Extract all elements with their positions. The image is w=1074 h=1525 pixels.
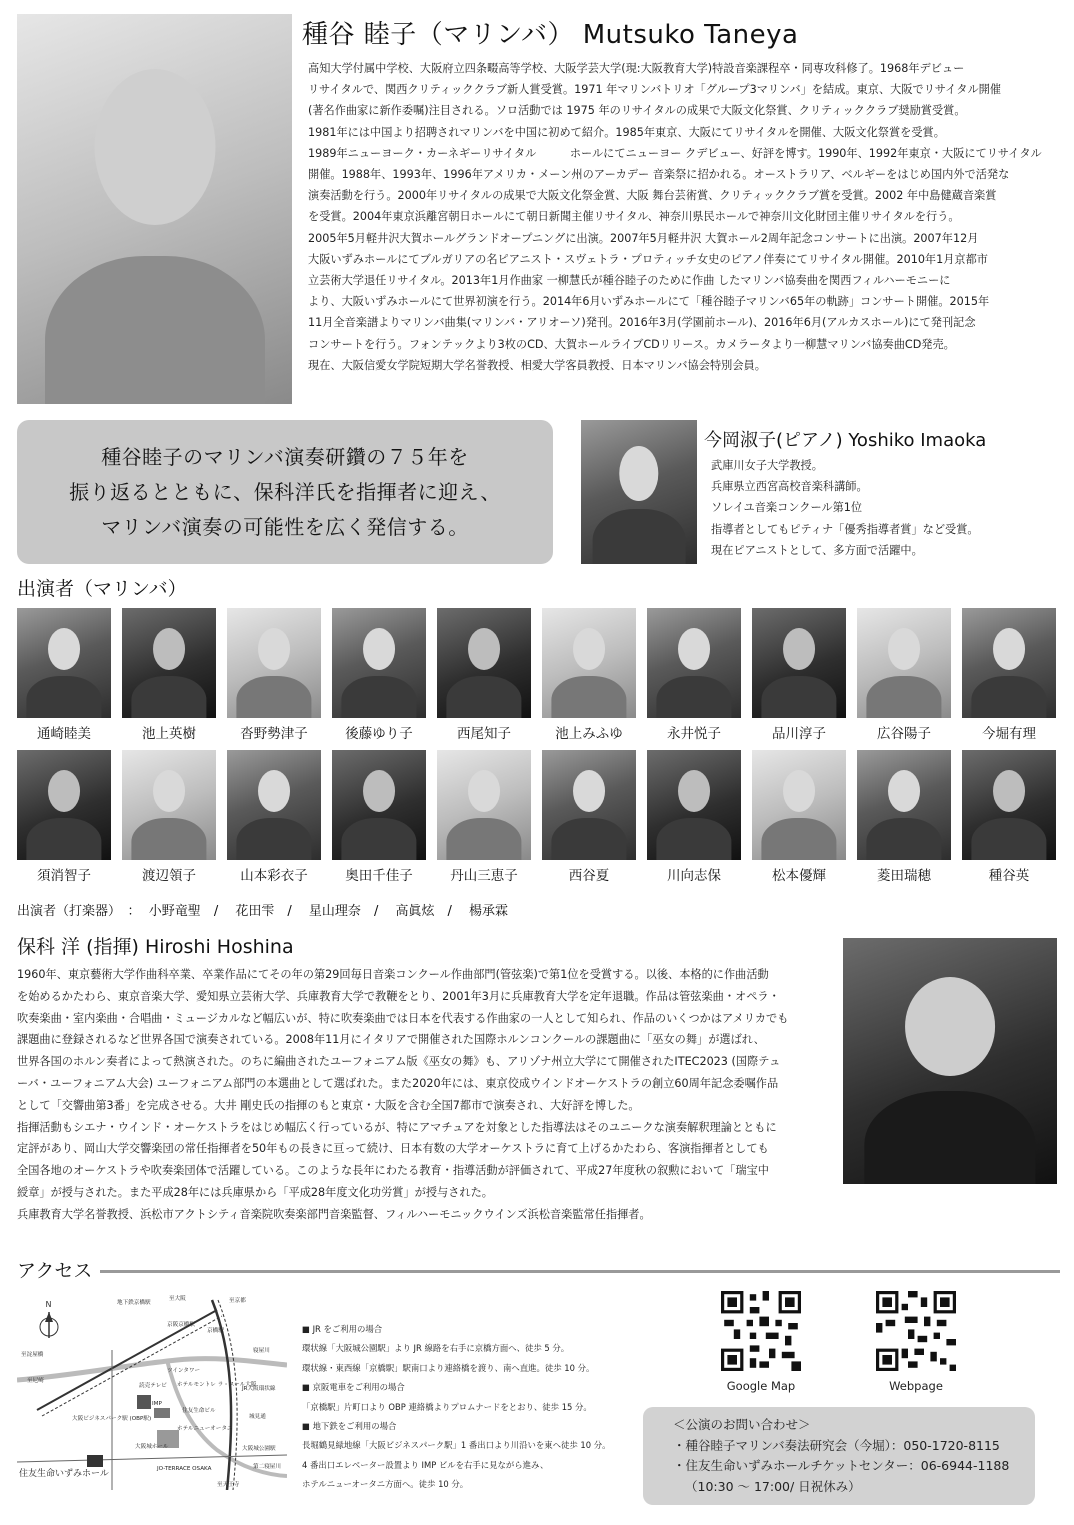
conductor-portrait (843, 938, 1057, 1184)
performer-card (122, 608, 216, 742)
svg-text:寝屋川: 寝屋川 (253, 1348, 270, 1354)
performer-photo (17, 750, 111, 860)
performer-photo (752, 750, 846, 860)
performer-photo (542, 608, 636, 718)
performer-photo (227, 750, 321, 860)
conductor-bio: 1960年、東京藝術大学作曲科卒業、卒業作品にてその年の第29回毎日音楽コンクール作曲部門(管弦楽)で第1位を受賞する。以後、本格的に作曲活動 を始めるかたわら、東京音楽大学、愛知県立芸術大学、兵庫教育大学で教鞭をとり、2001年3月に兵庫教育大学を定年退職。作品は管弦楽曲・オペラ・ 吹奏楽曲・室内楽曲・合唱曲・ミュージカルなど幅広いが、特に吹奏楽曲では日本を代表する作曲家の一人として知られ、作品のいくつかはアメリカでも 課題曲に登録されるなど世界各国で演奏されている。2008年11月にイタリアで開催された国際ホルンコンクールの課題曲に「巫女の舞」が選ばれ、 世界各国のホルン奏者によって熱演された。のちに編曲されたユーフォニアム版《巫女の舞》も、アリゾナ州立大学にて開催されたITEC2023 (国際テュ ーバ・ユーフォニアム大会) ユーフォニアム部門の本選曲として選ばれた。また2020年には、東京佼成ウインドオーケストラの創立60周年記念委嘱作品 として「交響曲第3番」を完成させる。大井 剛史氏の指揮のもと東京・大阪を含む全国7都市で演奏され、大好評を博した。 指揮活動もシエナ・ウインド・オーケストラをはじめ幅広く行っているが、特にアマチュアを対象とした指導法はそのユニークな演奏解釈理論とともに 定評があり、岡山大学交響楽団の常任指揮者を50年もの長きに亘って続け、日本有数の大学オーケストラに育て上げるかたわら、客演指揮者としても 全国各地のオーケストラや吹奏楽団体で活躍している。このような長年にわたる教育・指導活動が評価されて、平成27年度秋の叙勲において「瑞宝中 綬章」が授与された。また平成28年には兵庫県から「平成28年度文化功労賞」が授与された。 兵庫教育大学名誉教授、浜松市アクトシティ音楽院吹奏楽部門音楽監督、フィルハーモニックウインズ浜松音楽監常任指揮者。 (17, 968, 789, 1221)
performer-photo (647, 608, 741, 718)
svg-text:至天王寺: 至天王寺 (217, 1482, 240, 1488)
contact-line: ・住友生命いずみホールチケットセンター：06-6944-1188 (673, 1458, 1010, 1473)
performer-photo (647, 750, 741, 860)
svg-text:大阪城公園駅: 大阪城公園駅 (242, 1446, 276, 1452)
performer-name: 西谷夏 (568, 868, 610, 884)
svg-text:城見通: 城見通 (249, 1414, 266, 1420)
performer-card (437, 608, 531, 742)
contact-line: ・種谷睦子マリンバ奏法研究会（今堀）：050-1720-8115 (673, 1437, 1000, 1453)
performer-photo (962, 750, 1056, 860)
performer-name: 通崎睦美 (37, 726, 91, 742)
svg-text:N: N (45, 1300, 52, 1309)
performer-card (962, 608, 1056, 742)
svg-text:地下鉄京橋駅: 地下鉄京橋駅 (117, 1300, 151, 1306)
performer-name: 丹山三恵子 (450, 868, 518, 884)
performer-photo (752, 608, 846, 718)
svg-text:京阪京橋駅: 京阪京橋駅 (167, 1322, 195, 1328)
performer-card (542, 608, 636, 742)
performer-card (227, 750, 321, 884)
svg-text:第二寝屋川: 第二寝屋川 (253, 1464, 281, 1470)
svg-text:読売テレビ: 読売テレビ (139, 1383, 167, 1389)
access-divider (100, 1270, 1060, 1273)
performer-name: 池上英樹 (142, 726, 196, 742)
svg-text:JR大阪環状線: JR大阪環状線 (242, 1386, 276, 1392)
access-map (17, 1290, 287, 1490)
percussion-line: 出演者（打楽器） ： 小野竜聖 / 花田雫 / 星山理奈 / 高眞炫 / 楊承霖 (17, 904, 509, 919)
pianist-portrait (581, 420, 697, 564)
tagline-line: マリンバ演奏の可能性を広く発信する。 (101, 514, 469, 539)
performer-card (857, 608, 951, 742)
performer-name: 池上みふゆ (555, 726, 623, 742)
performer-name: 渡辺領子 (142, 868, 196, 884)
performer-photo (122, 750, 216, 860)
performer-name: 山本彩衣子 (240, 868, 308, 884)
performer-name: 今堀有理 (982, 726, 1036, 742)
svg-text:至大阪: 至大阪 (169, 1296, 186, 1302)
performer-photo (542, 750, 636, 860)
svg-text:住友生命ビル: 住友生命ビル (182, 1408, 216, 1414)
performer-card (332, 608, 426, 742)
performer-card (227, 608, 321, 742)
webpage-qr-icon[interactable] (876, 1291, 956, 1371)
google-map-label: Google Map (726, 1379, 796, 1393)
performer-card (17, 608, 111, 742)
tagline-line: 種谷睦子のマリンバ演奏研鑽の７５年を (101, 444, 469, 469)
performers-title: 出演者（マリンバ） (17, 578, 187, 600)
webpage-label: Webpage (889, 1379, 943, 1393)
performer-name: 奥田千佳子 (345, 868, 413, 884)
performer-name: 松本優輝 (772, 868, 826, 884)
contact-hours: （10:30 ～ 17:00/ 日祝休み） (685, 1478, 861, 1494)
performer-name: 品川淳子 (772, 726, 826, 742)
contact-box (643, 1407, 1035, 1505)
performer-photo (962, 608, 1056, 718)
svg-text:ホテルニューオータニ: ホテルニューオータニ (177, 1426, 233, 1432)
performer-photo (122, 608, 216, 718)
performer-name: 広谷陽子 (877, 726, 931, 742)
access-routes: ■ JR をご利用の場合 環状線「大阪城公園駅」より JR 線路を右手に京橋方面へ、徒歩 5 分。 環状線・東西線「京橋駅」駅南口より連絡橋を渡り、南へ直進。徒歩 10 分。 ■ 京阪電車をご利用の場合 「京橋駅」片町口より OBP 連絡橋よりプロムナードをとおり、徒歩 15 分。 ■ 地下鉄をご利用の場合 長堀鶴見緑地線「大阪ビジネスパーク駅」1 番出口より川沿いを東へ徒歩 10 分。 4 番出口エレベーター設置より IMP ビルを右手に見ながら進み、 ホテルニューオータニ方面へ。徒歩 10 分。 (302, 1320, 610, 1495)
performer-name: 菱田瑞穂 (877, 868, 931, 884)
performer-name: 沓野勢津子 (240, 726, 308, 742)
svg-text:JO-TERRACE OSAKA: JO-TERRACE OSAKA (157, 1466, 212, 1472)
performer-name: 西尾知子 (457, 726, 511, 742)
svg-text:大阪ビジネスパーク駅 (OBP駅): 大阪ビジネスパーク駅 (OBP駅) (72, 1416, 152, 1422)
svg-text:至尼崎: 至尼崎 (27, 1378, 44, 1384)
performer-photo (332, 750, 426, 860)
svg-text:至淀屋橋: 至淀屋橋 (21, 1352, 44, 1358)
taneya-portrait (17, 14, 292, 404)
access-title: アクセス (17, 1260, 93, 1282)
performer-card (542, 750, 636, 884)
performer-card (647, 608, 741, 742)
performer-name: 須消智子 (37, 868, 91, 884)
performer-card (752, 750, 846, 884)
performer-name: 川向志保 (667, 868, 721, 884)
north-arrow-icon (40, 1300, 58, 1338)
svg-text:ツインタワー: ツインタワー (167, 1368, 201, 1374)
performer-name: 後藤ゆり子 (345, 726, 413, 742)
svg-text:京橋駅: 京橋駅 (207, 1328, 224, 1334)
tagline-box (17, 420, 553, 564)
performer-card (752, 608, 846, 742)
performer-card (332, 750, 426, 884)
svg-text:大阪城ホール: 大阪城ホール (135, 1444, 169, 1450)
tagline-line: 振り返るとともに、保科洋氏を指揮者に迎え、 (69, 479, 501, 504)
conductor-name: 保科 洋 (指揮) Hiroshi Hoshina (17, 936, 294, 958)
main-artist-bio: 高知大学付属中学校、大阪府立四条畷高等学校、大阪学芸大学(現:大阪教育大学)特設音楽課程卒・同専攻科修了。1968年デビュー リサイタルで、関西クリティッククラブ新人賞受賞。1971 年マリンバトリオ「グループ3マリンバ」を結成。東京、大阪でリサイタル開催 (著名作曲家に新作委嘱)注目される。ソロ活動では 1975 年のリサイタルの成果で大阪文化祭賞、クリティッククラブ奨励賞受賞。 1981年には中国より招聘されマリンバを中国に初めて紹介。1985年東京、大阪にてリサイタルを開催、大阪文化祭賞を受賞。 1989年ニューヨーク・カーネギーリサイタル ホールにてニューヨー クデビュー、好評を博す。1990年、1992年東京・大阪にてリサイタル 開催。1988年、1993年、1996年アメリカ・メーン州のアーカデー 音楽祭に招かれる。オーストラリア、ベルギーをはじめ国内外で活発な 演奏活動を行う。2000年リサイタルの成果で大阪文化祭金賞、大阪 舞台芸術賞、クリティッククラブ賞を受賞。2002 年中島健蔵音楽賞 を受賞。2004年東京浜離宮朝日ホールにて朝日新聞主催リサイタル、神奈川県民ホールで神奈川文化財団主催リサイタルを行う。 2005年5月軽井沢大賀ホールグランドオープニングに出演。2007年5月軽井沢 大賀ホール2周年記念コンサートに出演。2007年12月 大阪いずみホールにてブルガリアの名ピアニスト・スヴェトラ・プロティッチ女史のピアノ伴奏にてリサイタル開催。2010年1月京都市 立芸術大学退任リサイタル。2013年1月作曲家 一柳慧氏が種谷睦子のために作曲 したマリンバ協奏曲を関西フィルハーモニーに より、大阪いずみホールにて世界初演を行う。2014年6月いずみホールにて「種谷睦子マリンバ65年の軌跡」コンサート開催。2015年 11月全音楽譜よりマリンバ曲集(マリンバ・アリオーソ)発刊。2016年3月(学園前ホール)、2016年6月(アルカスホール)にて発刊記念 コンサートを行う。フォンテックより3枚のCD、大賀ホールライブCDリリース。カメラータより一柳慧マリンバ協奏曲CD発売。 現在、大阪信愛女学院短期大学名誉教授、相愛大学客員教授、日本マリンバ協会特別会員。 (308, 62, 1042, 372)
performer-card (647, 750, 741, 884)
contact-title: ＜公演のお問い合わせ＞ (673, 1417, 811, 1432)
performer-photo (437, 750, 531, 860)
performer-photo (332, 608, 426, 718)
performer-card (857, 750, 951, 884)
svg-text:IMP: IMP (152, 1401, 162, 1407)
pianist-name: 今岡淑子(ピアノ) Yoshiko Imaoka (704, 430, 987, 451)
performer-photo (227, 608, 321, 718)
pianist-bio: 武庫川女子大学教授。 兵庫県立西宮高校音楽科講師。 ソレイユ音楽コンクール第1位 指導者としてもピティナ「優秀指導者賞」など受賞。 現在ピアニストとして、多方面で活躍中。 (711, 459, 979, 557)
svg-text:住友生命いずみホール: 住友生命いずみホール (19, 1469, 109, 1479)
google-map-qr-icon[interactable] (721, 1291, 801, 1371)
performer-card (962, 750, 1056, 884)
performer-photo (857, 608, 951, 718)
performer-name: 永井悦子 (667, 726, 721, 742)
svg-text:至京都: 至京都 (229, 1298, 246, 1304)
performer-photo (17, 608, 111, 718)
svg-text:ホテルモントレ ラ・スール大阪: ホテルモントレ ラ・スール大阪 (177, 1382, 257, 1388)
performer-card (437, 750, 531, 884)
performer-photo (857, 750, 951, 860)
performer-card (17, 750, 111, 884)
main-artist-name: 種谷 睦子（マリンバ） Mutsuko Taneya (302, 20, 799, 50)
performer-photo (437, 608, 531, 718)
performer-name: 種谷英 (988, 868, 1030, 884)
performer-card (122, 750, 216, 884)
